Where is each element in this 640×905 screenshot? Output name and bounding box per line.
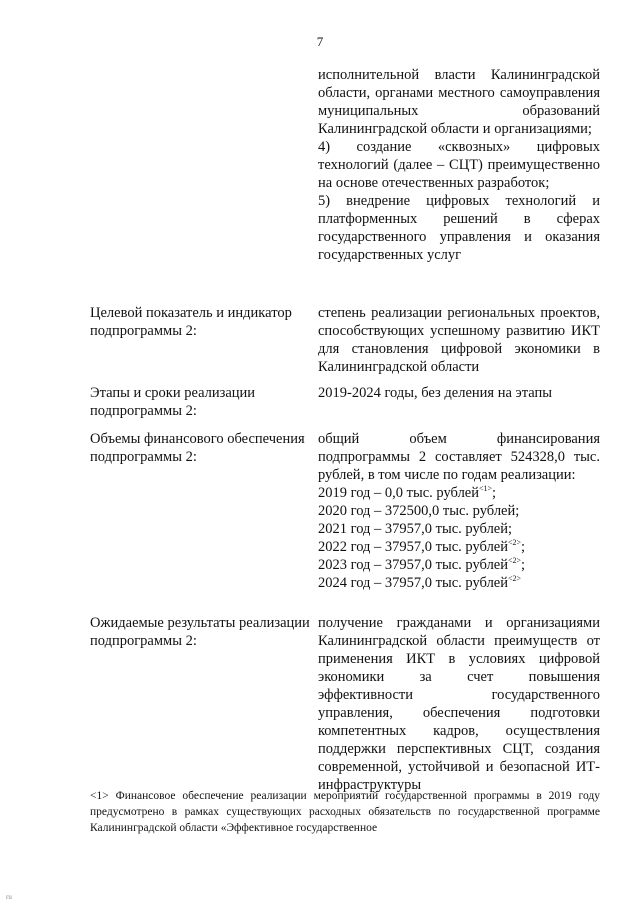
financing-year-2019: 2019 год – 0,0 тыс. рублей$^{<1>}$;: [318, 484, 497, 501]
task-item-4: 4) создание «сквозных» цифровых технологий (далее – СЦТ) преимущественно на основе отечественных разработок;: [318, 139, 600, 191]
target-indicator-label: Целевой показатель и индикатор подпрограммы 2:: [90, 305, 292, 339]
results-label: Ожидаемые результаты реализации подпрограммы 2:: [90, 615, 310, 649]
task-item-continued: исполнительной власти Калининградской области, органами местного самоуправления муниципальных образований Калининградской области и организациями;: [318, 67, 600, 137]
target-indicator-value: степень реализации региональных проектов, способствующих успешному развитию ИКТ для становления цифровой экономики в Калининградской области: [318, 305, 600, 375]
footnote: <1> Финансовое обеспечение реализации мероприятий государственной программы в 2019 году предусмотрено в рамках существующих расходных обязательств по государственной программе Калининградской области «Эффективное государственное: [90, 790, 600, 834]
results-value: получение гражданами и организациями Калининградской области преимуществ от применения ИКТ в условиях цифровой экономики за счет повышения эффективности государственного управления, обеспечения подготовки компетентных кадров, осуществления поддержки перспективных СЦТ, создания современной, устойчивой и безопасной ИТ-инфраструктуры: [318, 615, 600, 793]
page-number: 7: [316, 34, 324, 49]
financing-year-2020: 2020 год – 372500,0 тыс. рублей;: [318, 503, 520, 519]
edge-mark: ru: [6, 893, 12, 901]
stages-label: Этапы и сроки реализации подпрограммы 2:: [90, 385, 256, 419]
stages-value: 2019-2024 годы, без деления на этапы: [318, 385, 552, 401]
financing-year-2024: 2024 год – 37957,0 тыс. рублей$^{<2>}$: [318, 574, 522, 591]
financing-value: [318, 430, 600, 592]
financing-year-2022: 2022 год – 37957,0 тыс. рублей$^{<2>}$;: [318, 538, 526, 555]
financing-intro: общий объем финансирования подпрограммы 2 составляет 524328,0 тыс. рублей, в том числе по годам реализации:: [318, 431, 600, 483]
tasks-continued-value: [318, 66, 600, 264]
task-item-5: 5) внедрение цифровых технологий и платформенных решений в сферах государственного управления и оказания государственных услуг: [318, 193, 600, 263]
financing-year-2023: 2023 год – 37957,0 тыс. рублей$^{<2>}$;: [318, 556, 526, 573]
financing-year-2021: 2021 год – 37957,0 тыс. рублей;: [318, 521, 513, 537]
financing-label: Объемы финансового обеспечения подпрограммы 2:: [90, 431, 305, 465]
